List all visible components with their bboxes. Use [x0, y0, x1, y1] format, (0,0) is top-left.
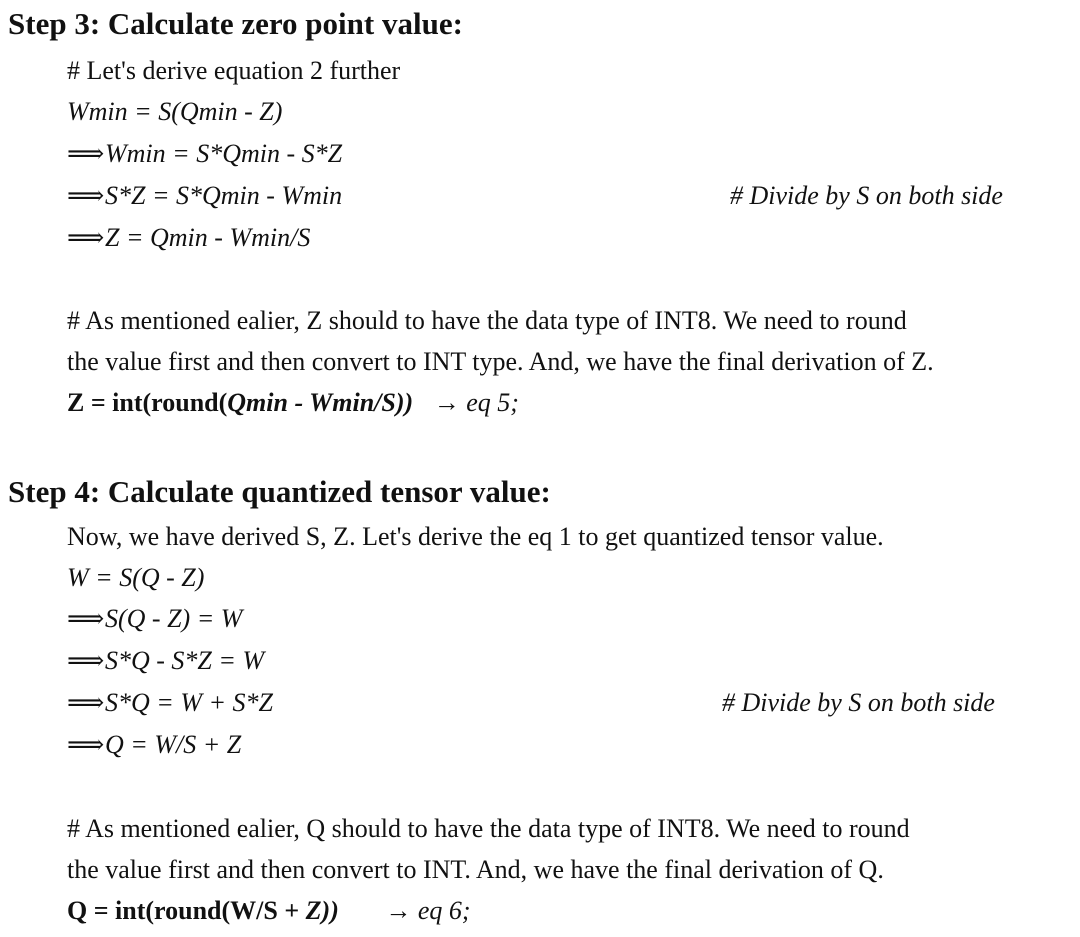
step4-eq2-row	[67, 606, 242, 632]
step3-eq4-row	[67, 225, 310, 251]
step4-eq1: W = S(Q - Z)	[67, 563, 205, 592]
implies-icon: ⟹	[67, 646, 105, 675]
step3-eq3: S*Z = S*Qmin - Wmin	[105, 181, 343, 210]
step4-divide-comment: # Divide by S on both side	[722, 688, 995, 717]
step4-eq-ref: → eq 6;	[385, 896, 471, 925]
step4-heading: Step 4: Calculate quantized tensor value:	[8, 474, 551, 509]
implies-icon: ⟹	[67, 139, 105, 168]
step3-note-line2: the value first and then convert to INT type. And, we have the final derivation of Z.	[67, 347, 934, 376]
implies-icon: ⟹	[67, 223, 105, 252]
implies-icon: ⟹	[67, 730, 105, 759]
step4-eq3: S*Q - S*Z = W	[105, 646, 265, 675]
step3-eq-ref: → eq 5;	[433, 388, 519, 417]
step3-eq4: Z = Qmin - Wmin/S	[105, 223, 311, 252]
step3-eq1: Wmin = S(Qmin - Z)	[67, 97, 283, 126]
step4-final-inner: Z	[305, 896, 322, 925]
implies-icon: ⟹	[67, 604, 105, 633]
step4-final-lhs: Q = int(round(W/S +	[67, 896, 306, 925]
step4-final-equation	[67, 898, 471, 924]
step3-divide-comment: # Divide by S on both side	[730, 181, 1003, 210]
step3-eq3-row	[67, 183, 342, 209]
step4-eq4: S*Q = W + S*Z	[105, 688, 273, 717]
implies-icon: ⟹	[67, 181, 105, 210]
step4-note-line2: the value first and then convert to INT. And, we have the final derivation of Q.	[67, 855, 884, 884]
step3-final-lhs: Z = int(round(	[67, 388, 228, 417]
step4-intro: Now, we have derived S, Z. Let's derive the eq 1 to get quantized tensor value.	[67, 522, 884, 551]
step3-note-line1: # As mentioned ealier, Z should to have the data type of INT8. We need to round	[67, 306, 907, 335]
step3-eq2-row	[67, 141, 342, 167]
step3-eq2: Wmin = S*Qmin - S*Z	[105, 139, 343, 168]
step3-final-inner: Qmin - Wmin/S	[227, 388, 396, 417]
step4-final-close: ))	[321, 896, 339, 925]
step3-final-close: ))	[395, 388, 414, 417]
step4-eq5: Q = W/S + Z	[105, 730, 242, 759]
step4-note-line1: # As mentioned ealier, Q should to have the data type of INT8. We need to round	[67, 814, 910, 843]
implies-icon: ⟹	[67, 688, 105, 717]
step4-eq2: S(Q - Z) = W	[105, 604, 243, 633]
step3-intro: # Let's derive equation 2 further	[67, 56, 401, 85]
step4-eq3-row	[67, 648, 264, 674]
step4-eq4-row	[67, 690, 273, 716]
step4-eq5-row	[67, 732, 241, 758]
step3-heading: Step 3: Calculate zero point value:	[8, 6, 463, 41]
step3-final-equation	[67, 390, 519, 416]
